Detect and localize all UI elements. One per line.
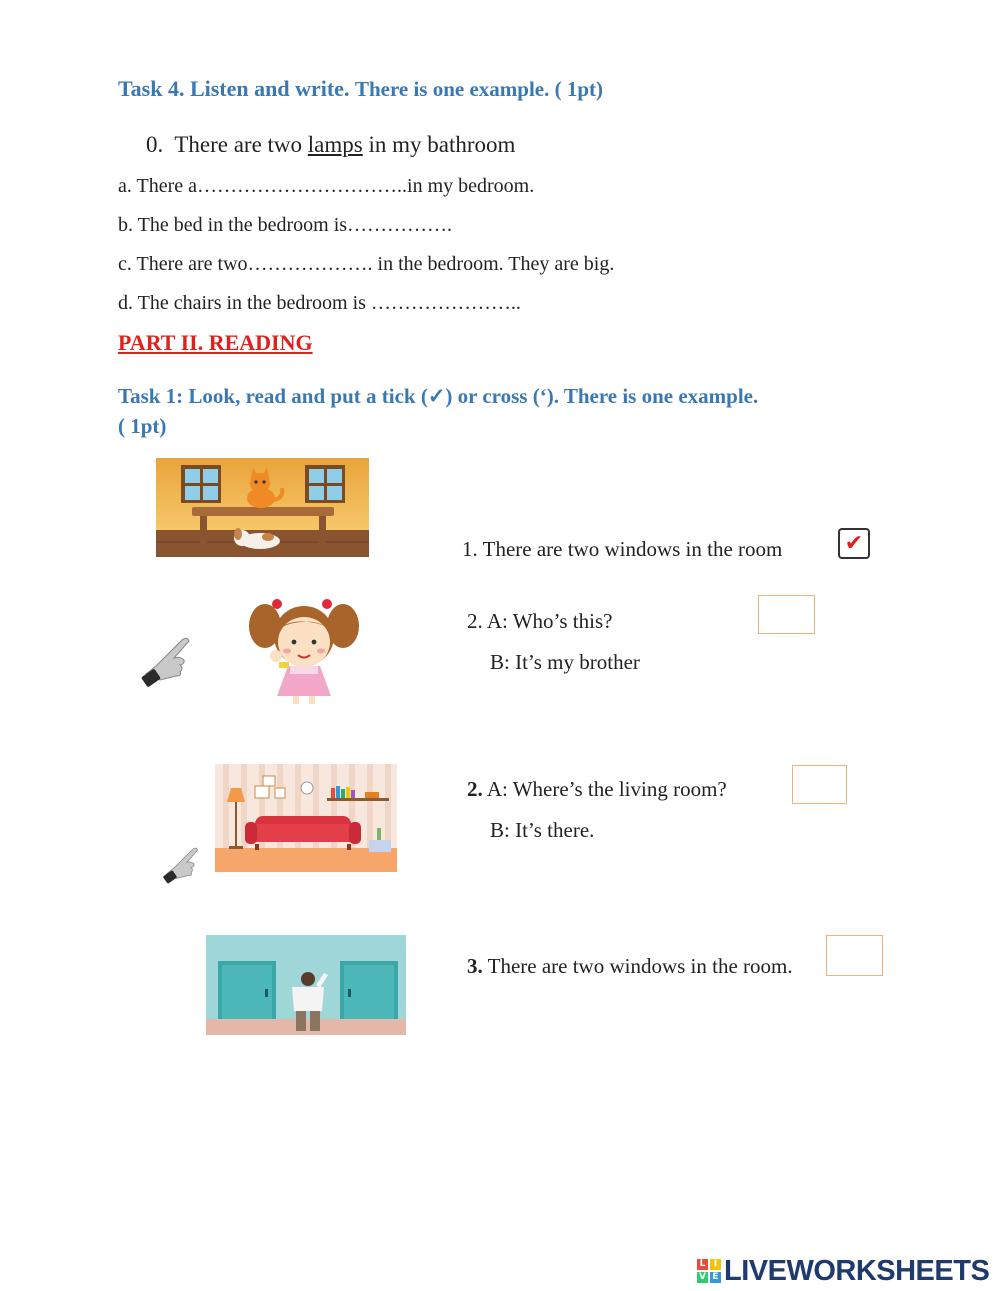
task4-title-tail: There is one example. ( 1pt): [354, 77, 604, 101]
question-2a-text: 2. A: Who’s this?: [467, 609, 613, 633]
question-4-text: [467, 954, 793, 979]
example-after: in my bathroom: [368, 132, 516, 157]
tick-icon: ✔: [844, 531, 864, 556]
question-2b-text: B: It’s my brother: [490, 650, 640, 674]
question-2-answer-box[interactable]: [758, 595, 815, 634]
task4-item-d[interactable]: d. The chairs in the bedroom is …………………..: [118, 292, 521, 314]
pointing-hand-icon: [140, 634, 195, 689]
task4-title: [118, 76, 603, 102]
example-answer: lamps: [307, 132, 363, 157]
logo-letter: L: [697, 1259, 708, 1270]
question-3-answer-box[interactable]: [792, 765, 847, 804]
example-number: 0.: [146, 132, 164, 157]
logo-mark-icon: [697, 1259, 721, 1283]
question-4-answer-box[interactable]: [826, 935, 883, 976]
question-4-line: There are two windows in the room.: [482, 954, 793, 978]
logo-letter: I: [710, 1259, 721, 1270]
question-3a-text: [467, 777, 727, 802]
logo-letter: V: [697, 1272, 708, 1283]
room-cat-dog-image: [156, 458, 369, 557]
logo-text: LIVEWORKSHEETS: [724, 1254, 990, 1287]
task4-item-b[interactable]: b. The bed in the bedroom is…………….: [118, 214, 453, 236]
pointing-hand-icon: [162, 845, 202, 885]
living-room-image: [215, 764, 397, 872]
task4-title-head: Task 4. Listen and write.: [118, 76, 350, 101]
example-before: There are two: [174, 132, 303, 157]
question-3b-text: B: It’s there.: [490, 818, 595, 842]
girl-image: [243, 594, 393, 706]
question-1-text: 1. There are two windows in the room: [462, 537, 783, 561]
task4-example: [146, 132, 515, 158]
question-3a-line: A: Where’s the living room?: [482, 777, 727, 801]
task4-item-c[interactable]: c. There are two………………. in the bedroom. They are big.: [118, 253, 615, 275]
question-1-checkbox[interactable]: [838, 528, 870, 559]
liveworksheets-logo[interactable]: [697, 1255, 989, 1287]
question-3-number: 2.: [467, 777, 483, 801]
task4-item-a[interactable]: a. There a…………………………..in my bedroom.: [118, 175, 535, 197]
part2-title: PART II. READING: [118, 330, 313, 355]
task1-title-line2: ( 1pt): [118, 414, 167, 438]
man-doors-image: [206, 935, 406, 1035]
task1-title-line1: Task 1: Look, read and put a tick (✓) or cross (‘). There is one example.: [118, 384, 759, 408]
question-4-number: 3.: [467, 954, 483, 978]
logo-letter: E: [710, 1272, 721, 1283]
